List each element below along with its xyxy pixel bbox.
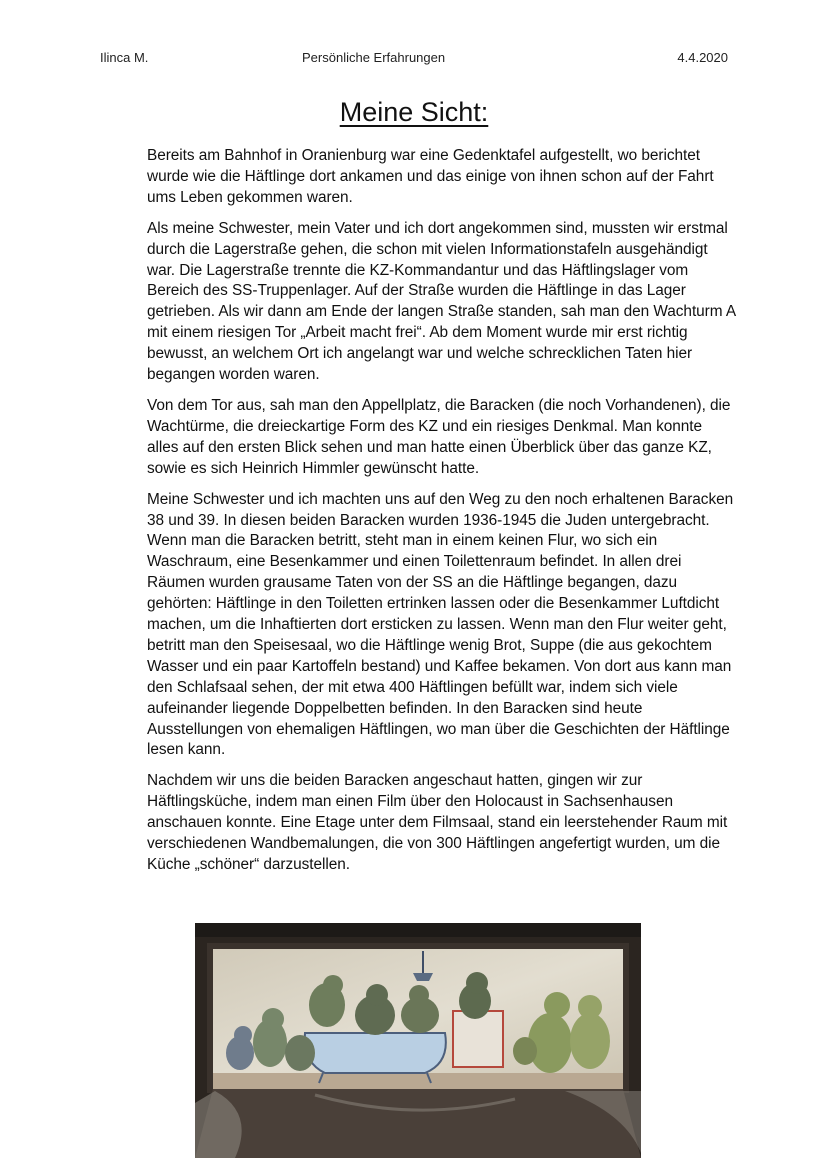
header-date: 4.4.2020 [677,50,728,65]
page-title: Meine Sicht: [339,97,489,127]
paragraph: Bereits am Bahnhof in Oranienburg war eine Gedenktafel aufgestellt, wo berichtet wurde wie die Häftlinge dort ankamen und das einige von ihnen schon auf der Fahrt ums Leben gekommen waren. [147,147,714,206]
paragraph: Meine Schwester und ich machten uns auf den Weg zu den noch erhaltenen Baracken 38 und 39. In diesen beiden Baracken wurden 1936-1945 die Juden untergebracht. Wenn man die Baracken betritt, steht man in einem keinen Flur, wo sich ein Waschraum, eine Besenkammer und einen Toilettenraum befindet. In allen drei Räumen wurden grausame Taten von der SS an die Häftlinge begangen, dazu gehörten: Häftlinge in den Toiletten ertrinken lassen oder die Besenkammer Luftdicht machen, um die Inhaftierten dort ersticken zu lassen. Wenn man den Flur weiter geht, betritt man den Speisesaal, wo die Häftlinge wenig Brot, Suppe (die aus gekochtem Wasser und ein paar Kartoffeln bestand) und Kaffee bekamen. Von dort aus kann man den Schlafsaal sehen, der mit etwa 400 Häftlingen befüllt war, indem sich viele aufeinander liegende Doppelbetten befinden. In den Baracken sind heute Ausstellungen von ehemaligen Häftlingen, wo man über die Geschichten der Häftlinge lesen kann. [147,490,734,759]
paragraph: Nachdem wir uns die beiden Baracken angeschaut hatten, gingen wir zur Häftlingsküche, indem man einen Film über den Holocaust in Sachsenhausen anschauen konnte. Eine Etage unter dem Filmsaal, stand ein leerstehender Raum mit verschiedenen Wandbemalungen, die von 300 Häftlingen angefertigt wurden, um die Küche „schöner“ darzustellen. [147,772,728,873]
wall-painting-photo [195,923,641,1158]
header-subject: Persönliche Erfahrungen [302,50,446,65]
wall-painting-illustration [195,923,641,1158]
paragraph: Als meine Schwester, mein Vater und ich dort angekommen sind, mussten wir erstmal durch die Lagerstraße gehen, die schon mit vielen Informationstafeln ausgehändigt war. Die Lagerstraße trennte die KZ-Kommandantur und das Häftlingslager vom Bereich des SS-Truppenlager. Auf der Straße wurden die Häftlinge in das Lager getrieben. Als wir dann am Ende der langen Straße standen, sah man den Wachturm A mit einem riesigen Tor „Arbeit macht frei“. Ab dem Moment wurde mir erst richtig bewusst, an welchem Ort ich angelangt war und welche schrecklichen Taten hier begangen worden waren. [147,219,736,384]
document-body [147,146,737,886]
header-author: Ilinca M. [100,50,149,65]
paragraph: Von dem Tor aus, sah man den Appellplatz, die Baracken (die noch Vorhandenen), die Wachtürme, die dreieckartige Form des KZ und ein riesiges Denkmal. Man konnte alles auf den ersten Blick sehen und man hatte einen Überblick über das ganze KZ, sowie es sich Heinrich Himmler gewünscht hatte. [147,396,731,477]
